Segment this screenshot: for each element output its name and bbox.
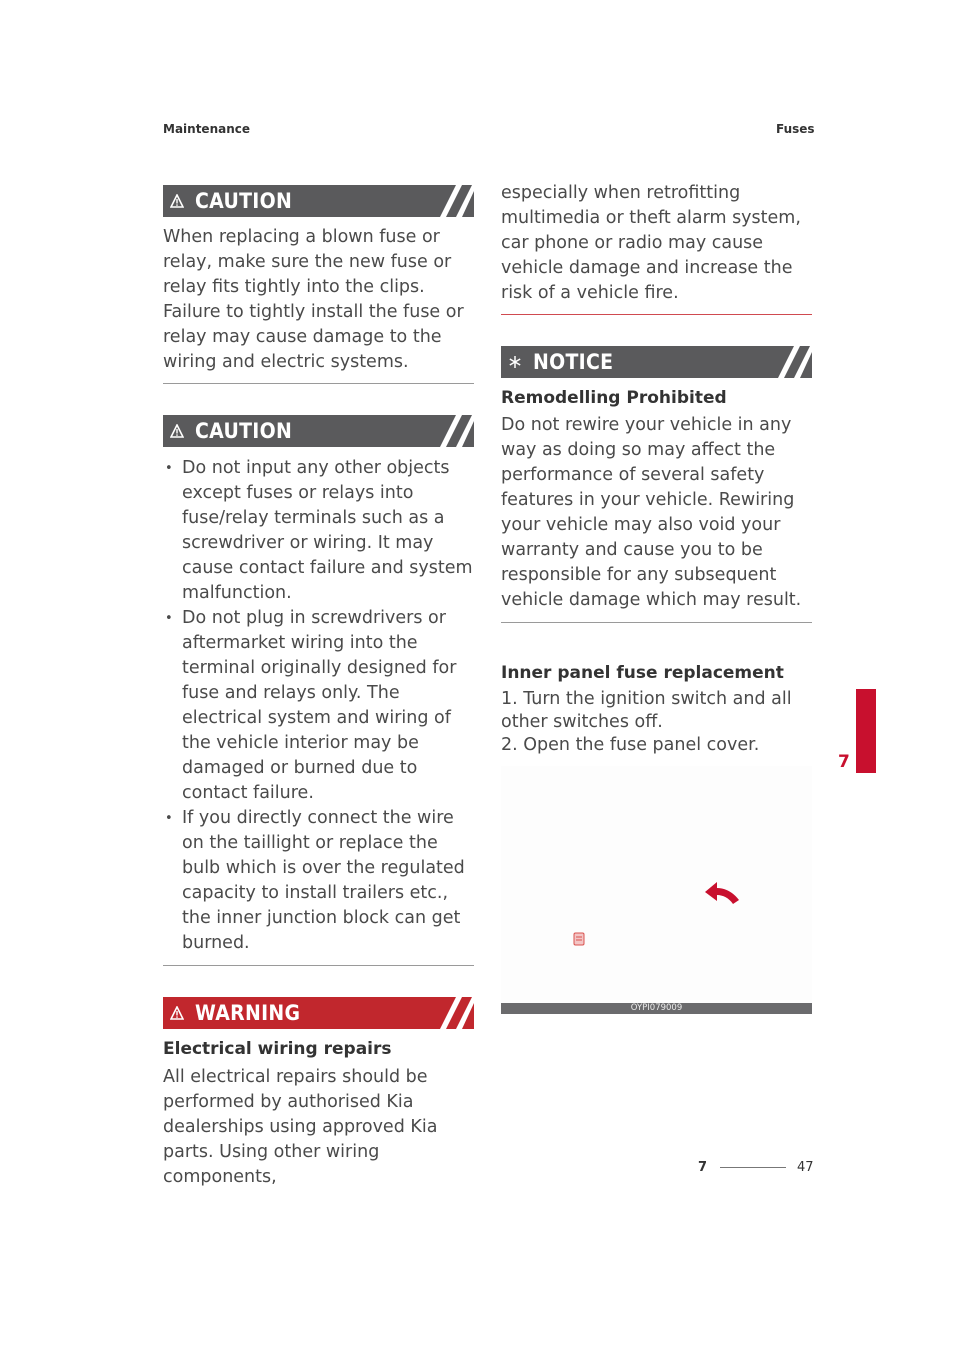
fuse-panel-figure: [501, 766, 812, 1014]
warning-title: WARNING: [195, 1001, 301, 1025]
caution-box-1: [163, 185, 474, 217]
left-column: [163, 185, 474, 1190]
fuse-cover-icon: [573, 932, 585, 946]
procedure-heading: Inner panel fuse replacement: [501, 663, 784, 683]
warning-text: All electrical repairs should be performed by authorised Kia dealerships using approved Kia parts. Using other wiring components,: [163, 1067, 438, 1187]
list-item: • If you directly connect the wire on the taillight or replace the bulb which is over the regulated capacity to install trailers etc., the inner junction block can get burned.: [163, 806, 474, 956]
warning-subtitle: Electrical wiring repairs: [163, 1039, 392, 1059]
stripe-decoration: [422, 997, 474, 1029]
footer-rule: [720, 1167, 786, 1168]
notice-box: [501, 346, 812, 378]
stripe-decoration: [422, 185, 474, 217]
running-header-topic: Fuses: [776, 122, 815, 136]
caution-box-2: [163, 415, 474, 447]
warning-triangle-icon: [170, 1006, 184, 1020]
figure-code: OYPI079009: [501, 1003, 812, 1014]
page-number: 47: [797, 1160, 814, 1175]
divider: [501, 314, 812, 315]
caution-title: CAUTION: [195, 419, 293, 443]
asterisk-icon: [508, 355, 522, 369]
caution-1-text: When replacing a blown fuse or relay, make sure the new fuse or relay fits tightly into the clips. Failure to tightly install the fuse or relay may cause damage to the wiring and electric systems.: [163, 227, 464, 372]
caution-2-bullets: [163, 456, 474, 956]
list-item: • Do not input any other objects except fuses or relays into fuse/relay terminals such as a screwdriver or wiring. It may cause contact failure and system malfunction.: [163, 456, 474, 606]
caution-title: CAUTION: [195, 189, 293, 213]
divider: [501, 622, 812, 623]
warning-box: [163, 997, 474, 1029]
chapter-tab-number: 7: [838, 752, 850, 772]
warning-triangle-icon: [170, 424, 184, 438]
footer-chapter: 7: [698, 1160, 708, 1175]
stripe-decoration: [760, 346, 812, 378]
notice-subtitle: Remodelling Prohibited: [501, 388, 727, 408]
notice-text: Do not rewire your vehicle in any way as doing so may affect the performance of several safety features in your vehicle. Rewiring your vehicle may also void your warranty and cause you to be responsible for any subsequent vehicle damage which may result.: [501, 415, 802, 610]
continued-text: especially when retrofitting multimedia or theft alarm system, car phone or radio may cause vehicle damage and increase the risk of a vehicle fire.: [501, 183, 801, 303]
procedure-step: 2. Open the fuse panel cover.: [501, 735, 760, 755]
stripe-decoration: [422, 415, 474, 447]
warning-triangle-icon: [170, 194, 184, 208]
chapter-tab: [856, 689, 876, 773]
curved-arrow-icon: [703, 880, 743, 906]
procedure-step: 1. Turn the ignition switch and all other switches off.: [501, 689, 792, 732]
divider: [163, 383, 474, 384]
right-column: [501, 181, 812, 757]
divider: [163, 965, 474, 966]
notice-title: NOTICE: [533, 350, 614, 374]
running-header-section: Maintenance: [163, 122, 251, 136]
list-item: • Do not plug in screwdrivers or aftermarket wiring into the terminal originally designed for fuse and relays only. The electrical system and wiring of the vehicle interior may be damaged or burned due to contact failure.: [163, 606, 474, 806]
